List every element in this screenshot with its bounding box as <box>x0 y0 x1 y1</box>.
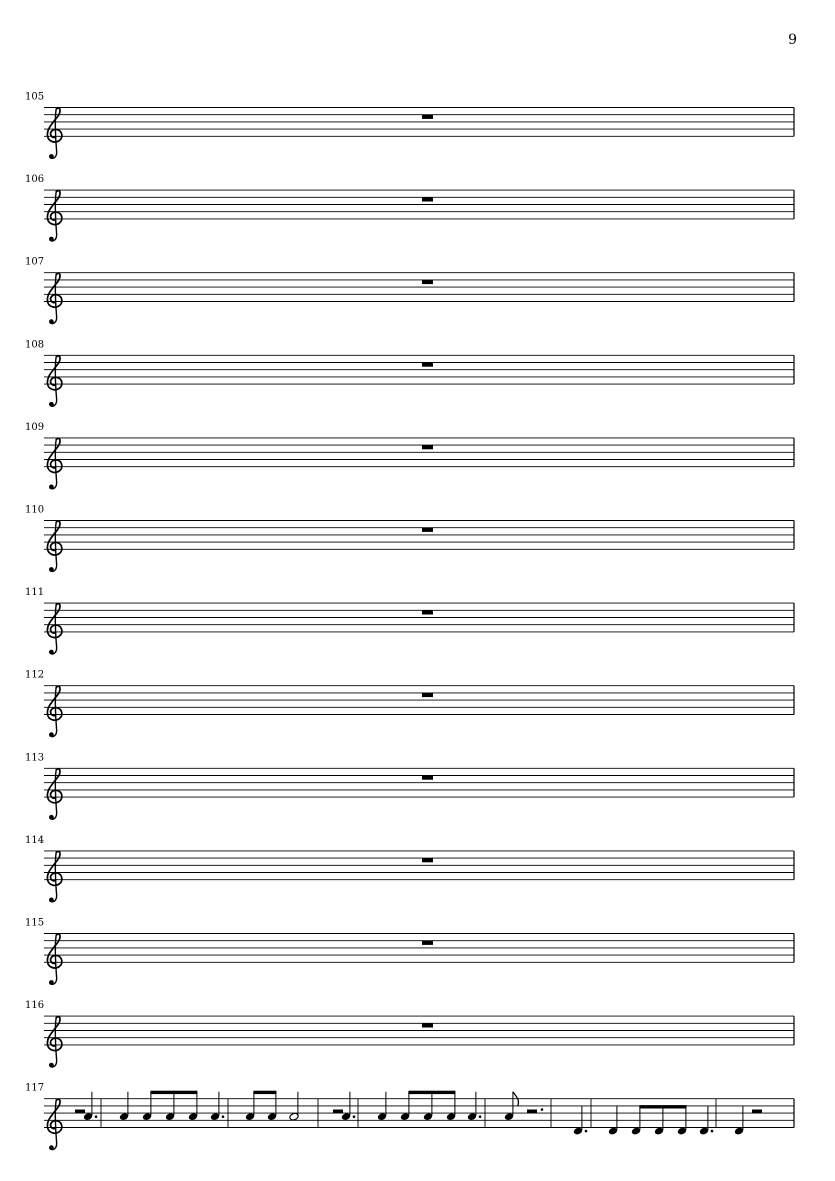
note-dot <box>222 1115 225 1118</box>
staff-system <box>25 1000 794 1067</box>
measure-number: 106 <box>25 174 45 186</box>
beam <box>408 1091 455 1094</box>
treble-clef-icon <box>47 191 61 242</box>
measure-number: 107 <box>25 256 45 268</box>
whole-rest <box>422 363 433 367</box>
note-dot <box>95 1115 98 1118</box>
measure-number: 110 <box>25 504 45 516</box>
staff-system <box>25 1083 794 1150</box>
measure-number: 108 <box>25 339 45 351</box>
measure-number: 114 <box>25 834 45 846</box>
note-dot <box>353 1115 356 1118</box>
beam <box>253 1091 276 1094</box>
whole-rest <box>422 528 433 532</box>
treble-clef-icon <box>47 438 61 489</box>
page-number: 9 <box>788 32 797 48</box>
half-rest <box>333 1110 343 1114</box>
staff-system <box>25 257 794 324</box>
treble-clef-icon <box>47 769 61 820</box>
staff-system <box>25 339 794 406</box>
staff-system <box>25 422 794 489</box>
half-rest <box>752 1110 762 1114</box>
measure-number: 115 <box>25 917 45 929</box>
treble-clef-icon <box>47 356 61 407</box>
measure-number: 117 <box>25 1082 45 1094</box>
beam <box>639 1105 686 1108</box>
staff-system <box>25 835 794 902</box>
treble-clef-icon <box>47 1017 61 1068</box>
treble-clef-icon <box>47 851 61 902</box>
measure-number: 111 <box>25 587 45 599</box>
whole-rest <box>422 445 433 449</box>
note-dot <box>479 1115 482 1118</box>
rest-dot <box>541 1108 544 1111</box>
staff-system <box>25 587 794 654</box>
treble-clef-icon <box>47 273 61 324</box>
treble-clef-icon <box>47 521 61 572</box>
measure-number: 113 <box>25 752 45 764</box>
half-rest <box>75 1110 85 1114</box>
staff-system <box>25 505 794 572</box>
whole-rest <box>422 115 433 119</box>
treble-clef-icon <box>47 1099 61 1150</box>
staff-system <box>25 92 794 159</box>
whole-rest <box>422 858 433 862</box>
measure-number: 109 <box>25 421 45 433</box>
note-dot <box>585 1130 588 1133</box>
note-dot <box>711 1130 714 1133</box>
whole-rest <box>422 197 433 201</box>
whole-rest <box>422 280 433 284</box>
staff-system <box>25 752 794 819</box>
whole-rest <box>422 941 433 945</box>
treble-clef-icon <box>47 686 61 737</box>
staff-system <box>25 670 794 737</box>
systems <box>25 92 794 1151</box>
whole-rest <box>422 1023 433 1027</box>
half-rest <box>527 1110 537 1114</box>
beam <box>150 1091 197 1094</box>
whole-rest <box>422 776 433 780</box>
staff-system <box>25 174 794 241</box>
whole-rest <box>422 610 433 614</box>
measure-number: 105 <box>25 91 45 103</box>
treble-clef-icon <box>47 108 61 159</box>
staff-system <box>25 918 794 985</box>
measure-number: 116 <box>25 1000 45 1012</box>
treble-clef-icon <box>47 934 61 985</box>
measure-number: 112 <box>25 669 45 681</box>
treble-clef-icon <box>47 604 61 655</box>
whole-rest <box>422 693 433 697</box>
